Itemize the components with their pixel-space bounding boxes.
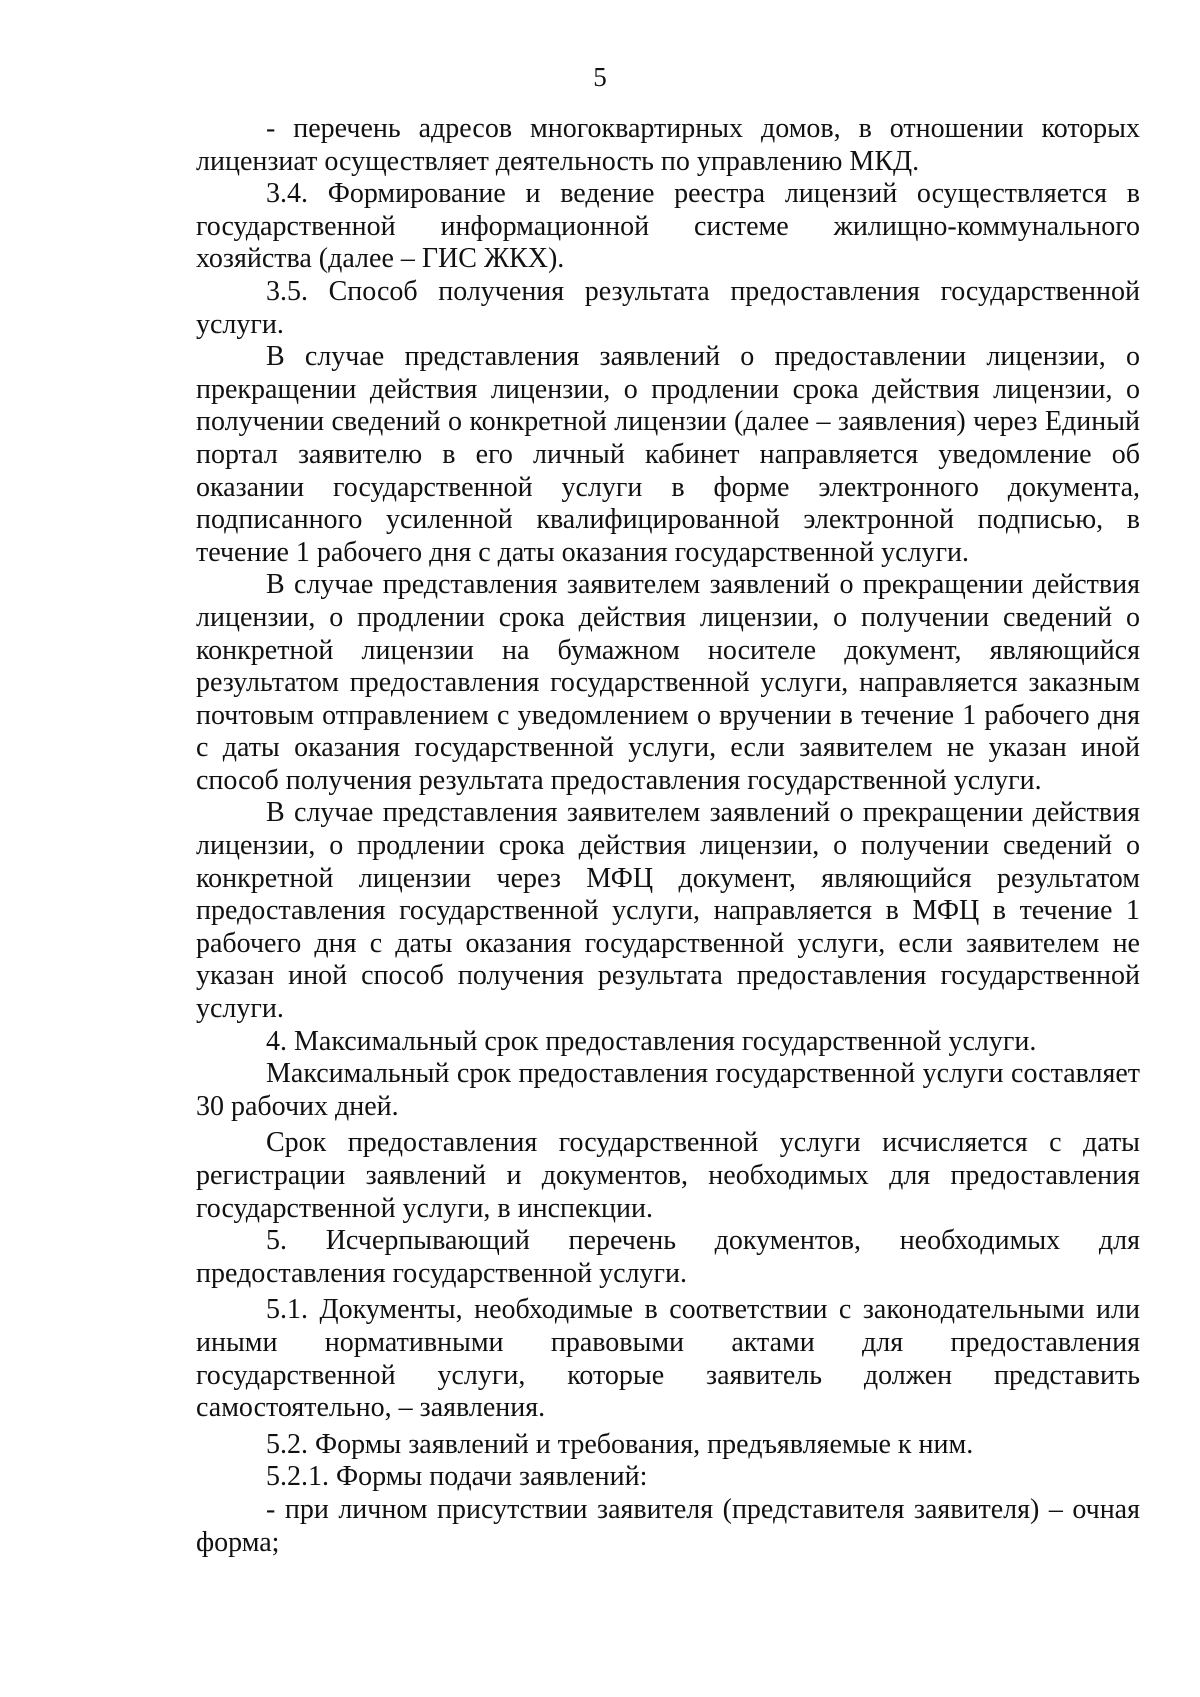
paragraph-portal-result: В случае представления заявлений о предоставлении лицензии, о прекращении действия лицензии, о продлении срока действия лицензии, о получении сведений о конкретной лицензии (далее – заявления) через Единый портал заявителю в его личный кабинет направляется уведомление об оказании государственной услуги в форме электронного документа, подписанного усиленной квалифицированной электронной подписью, в течение 1 рабочего дня с даты оказания государственной услуги. [196, 341, 1140, 568]
paragraph-mfc-result: В случае представления заявителем заявлений о прекращении действия лицензии, о продлении срока действия лицензии, о получении сведений о конкретной лицензии через МФЦ документ, являющийся результатом предоставления государственной услуги, направляется в МФЦ в течение 1 рабочего дня с даты оказания государственной услуги, если заявителем не указан иной способ получения результата предоставления государственной услуги. [196, 797, 1140, 1025]
paragraph-paper-result: В случае представления заявителем заявлений о прекращении действия лицензии, о продлении срока действия лицензии, о получении сведений о конкретной лицензии на бумажном носителе документ, являющийся результатом предоставления государственной услуги, направляется заказным почтовым отправлением с уведомлением о вручении в течение 1 рабочего дня с даты оказания государственной услуги, если заявителем не указан иной способ получения результата предоставления государственной услуги. [196, 569, 1140, 796]
paragraph-5-2: 5.2. Формы заявлений и требования, предъявляемые к ним. [266, 1428, 974, 1460]
paragraph-3-4: 3.4. Формирование и ведение реестра лицензий осуществляется в государственной информационной системе жилищно-коммунального хозяйства (далее – ГИС ЖКХ). [196, 178, 1140, 275]
paragraph-address-list: - перечень адресов многоквартирных домов, в отношении которых лицензиат осуществляет деятельность по управлению МКД. [196, 113, 1140, 177]
paragraph-5-2-1: 5.2.1. Формы подачи заявлений: [266, 1461, 648, 1493]
page-number: 5 [593, 62, 607, 92]
paragraph-in-person-form: - при личном присутствии заявителя (представителя заявителя) – очная форма; [196, 1493, 1140, 1558]
paragraph-5: 5. Исчерпывающий перечень документов, необходимых для предоставления государственной услуги. [196, 1225, 1140, 1289]
document-body [196, 113, 1140, 1559]
paragraph-3-5: 3.5. Способ получения результата предоставления государственной услуги. [196, 275, 1140, 340]
paragraph-max-term: Максимальный срок предоставления государственной услуги составляет 30 рабочих дней. [196, 1058, 1140, 1122]
paragraph-5-1: 5.1. Документы, необходимые в соответствии с законодательными или иными нормативными правовыми актами для предоставления государственной услуги, которые заявитель должен представить самостоятельно, – заявления. [196, 1294, 1140, 1424]
paragraph-term-calc: Срок предоставления государственной услуги исчисляется с даты регистрации заявлений и документов, необходимых для предоставления государственной услуги, в инспекции. [196, 1127, 1140, 1224]
paragraph-4: 4. Максимальный срок предоставления государственной услуги. [266, 1025, 1037, 1057]
